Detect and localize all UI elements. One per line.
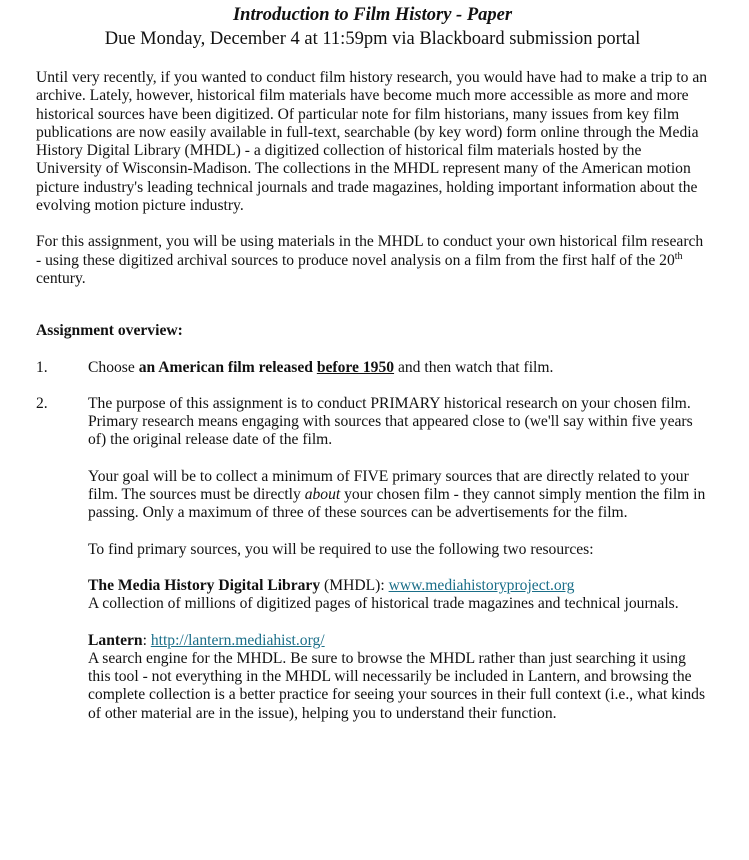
item-bold-text: an American film released: [138, 358, 317, 376]
overview-heading: Assignment overview:: [36, 322, 183, 340]
item-bold-underline: before 1950: [316, 358, 395, 376]
goal-paragraph: [88, 468, 709, 523]
resource-description: A collection of millions of digitized pages of historical trade magazines and technical journals.: [88, 595, 679, 613]
resource-description: A search engine for the MHDL. Be sure to browse the MHDL rather than just searching it using this tool - not everything in the MHDL will necessarily be included in Lantern, and browsing the complete collection is a better practice for seeing your sources in their full context (i.e., what kinds of other material are in the issue), helping you to understand their function.: [88, 649, 706, 722]
goal-text: Your goal will be to collect a minimum of FIVE primary sources that are directly related to your film. The sources must be directly: [88, 467, 689, 504]
resources-intro: To find primary sources, you will be required to use the following two resources:: [88, 540, 594, 558]
list-number: 2.: [36, 394, 48, 412]
resource-header: [88, 577, 709, 595]
resource-name: The Media History Digital Library: [88, 576, 321, 594]
document-title: Introduction to Film History - Paper: [232, 5, 513, 25]
goal-italic: about: [304, 486, 341, 504]
goal-text-end: your chosen film - they cannot simply mention the film in passing. Only a maximum of three of these sources can be advertisements for the film.: [88, 486, 706, 522]
list-number: 1.: [36, 358, 48, 376]
ordinal-suffix: th: [674, 250, 683, 262]
resource-abbr: (MHDL):: [320, 576, 389, 594]
assignment-paragraph: [36, 233, 709, 288]
list-item-2: [36, 395, 709, 723]
item-text: Choose: [88, 358, 139, 376]
assignment-text: For this assignment, you will be using materials in the MHDL to conduct your own historical film research - using these digitized archival sources to produce novel analysis on a film from the first half of the 20: [36, 233, 704, 269]
intro-paragraph: Until very recently, if you wanted to conduct film history research, you would have had to make a trip to an archive. Lately, however, historical film materials have become much more accessible as more and more historical sources have been digitized. Of particular note for film historians, many issues from key film publications are now easily available in full-text, searchable (by key word) form online through the Media History Digital Library (MHDL) - a digitized collection of historical film materials hosted by the University of Wisconsin-Madison. The collections in the MHDL represent many of the American motion picture industry's leading technical journals and trade magazines, holding important information about the evolving motion picture industry.: [36, 69, 708, 215]
item-text-end: and then watch that film.: [394, 358, 554, 376]
list-item-body: [88, 395, 709, 723]
list-item-body: [88, 359, 709, 377]
list-item-1: [36, 359, 709, 377]
resource-header: [88, 632, 709, 650]
mhdl-link[interactable]: www.mediahistoryproject.org: [388, 576, 575, 594]
resource-name: Lantern: [88, 631, 143, 649]
assignment-text-end: century.: [36, 269, 86, 287]
purpose-paragraph: The purpose of this assignment is to conduct PRIMARY historical research on your chosen film. Primary research means engaging with sources that appeared close to (we'll say within five years of) the original release date of the film.: [88, 394, 693, 449]
due-date-line: Due Monday, December 4 at 11:59pm via Blackboard submission portal: [104, 29, 641, 49]
lantern-link[interactable]: http://lantern.mediahist.org/: [150, 631, 325, 649]
resource-lantern: [88, 632, 709, 723]
resource-abbr: :: [142, 631, 151, 649]
resource-mhdl: [88, 577, 709, 614]
